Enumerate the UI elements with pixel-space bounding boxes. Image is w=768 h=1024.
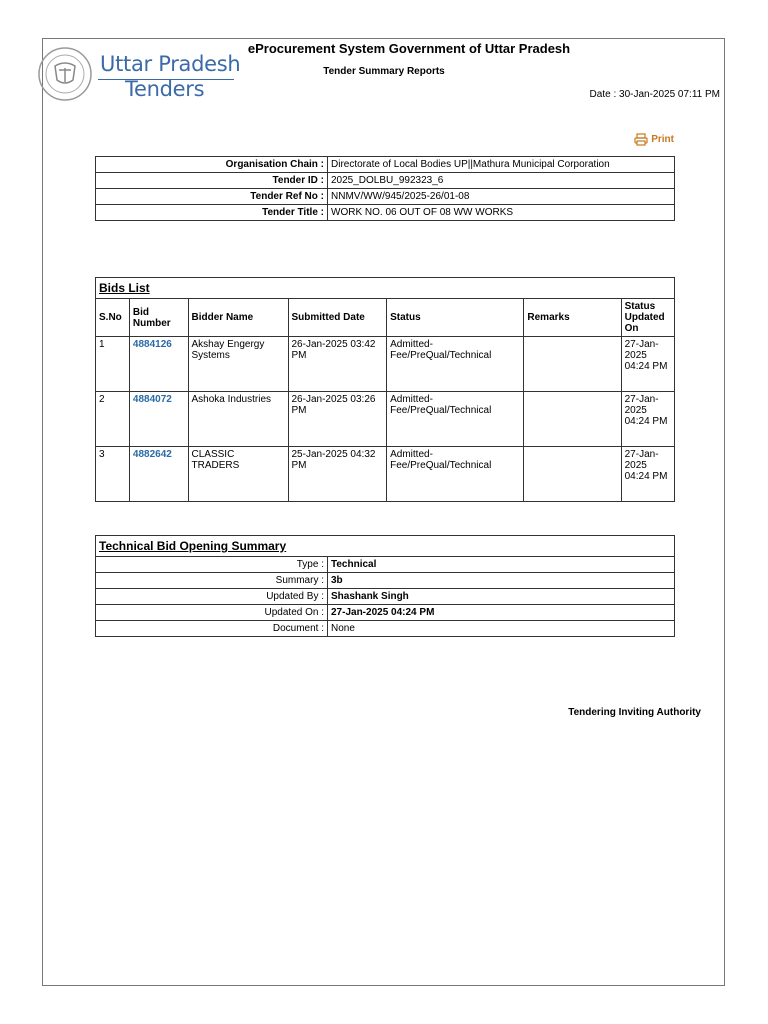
page-title: eProcurement System Government of Uttar Pradesh — [247, 41, 571, 56]
technical-summary-title: Technical Bid Opening Summary — [96, 536, 675, 557]
bid-cell-bidder: CLASSIC TRADERS — [188, 447, 288, 502]
bid-cell-bid — [129, 447, 188, 502]
bid-cell-bidder: Ashoka Industries — [188, 392, 288, 447]
bid-cell-status: Admitted-Fee/PreQual/Technical — [387, 447, 524, 502]
info-value: 2025_DOLBU_992323_6 — [328, 173, 675, 189]
bid-cell-bidder: Akshay Engergy Systems — [188, 337, 288, 392]
print-label: Print — [651, 134, 674, 145]
info-value: Directorate of Local Bodies UP||Mathura Municipal Corporation — [328, 157, 675, 173]
column-header: Bid Number — [129, 299, 188, 337]
info-label: Tender Title : — [96, 205, 328, 221]
technical-label: Updated On : — [96, 605, 328, 621]
bid-cell-sno: 3 — [96, 447, 130, 502]
technical-label: Summary : — [96, 573, 328, 589]
logo-title: Uttar Pradesh — [100, 52, 241, 76]
column-header: Remarks — [524, 299, 621, 337]
info-row — [96, 189, 675, 205]
bid-number-link[interactable]: 4882642 — [132, 449, 172, 460]
bid-cell-submitted: 26-Jan-2025 03:26 PM — [288, 392, 387, 447]
bid-cell-submitted: 25-Jan-2025 04:32 PM — [288, 447, 387, 502]
bid-cell-remarks — [524, 392, 621, 447]
technical-label: Type : — [96, 557, 328, 573]
technical-summary-table — [95, 535, 675, 637]
bid-cell-sno: 2 — [96, 392, 130, 447]
technical-row — [96, 557, 675, 573]
technical-label: Updated By : — [96, 589, 328, 605]
technical-row — [96, 573, 675, 589]
bid-cell-status: Admitted-Fee/PreQual/Technical — [387, 337, 524, 392]
table-row — [96, 447, 675, 502]
bid-cell-remarks — [524, 447, 621, 502]
column-header: Bidder Name — [188, 299, 288, 337]
column-header: Status Updated On — [621, 299, 674, 337]
bid-cell-updated: 27-Jan-2025 04:24 PM — [621, 392, 674, 447]
bid-cell-updated: 27-Jan-2025 04:24 PM — [621, 447, 674, 502]
table-row — [96, 337, 675, 392]
bid-cell-sno: 1 — [96, 337, 130, 392]
report-date: Date : 30-Jan-2025 07:11 PM — [589, 89, 720, 100]
bids-list-title: Bids List — [96, 278, 675, 299]
column-header: S.No — [96, 299, 130, 337]
info-row — [96, 173, 675, 189]
technical-row — [96, 605, 675, 621]
tendering-authority: Tendering Inviting Authority — [568, 707, 701, 718]
table-row — [96, 392, 675, 447]
technical-value: 3b — [328, 573, 675, 589]
technical-label: Document : — [96, 621, 328, 637]
bid-cell-updated: 27-Jan-2025 04:24 PM — [621, 337, 674, 392]
info-label: Tender Ref No : — [96, 189, 328, 205]
column-header: Submitted Date — [288, 299, 387, 337]
technical-row — [96, 589, 675, 605]
technical-value: 27-Jan-2025 04:24 PM — [328, 605, 675, 621]
info-row — [96, 205, 675, 221]
bid-cell-bid — [129, 392, 188, 447]
bid-cell-submitted: 26-Jan-2025 03:42 PM — [288, 337, 387, 392]
tender-info-table — [95, 156, 675, 221]
bid-cell-status: Admitted-Fee/PreQual/Technical — [387, 392, 524, 447]
bid-number-link[interactable]: 4884126 — [132, 339, 172, 350]
bids-table — [95, 277, 675, 502]
info-label: Organisation Chain : — [96, 157, 328, 173]
print-button[interactable] — [634, 133, 674, 146]
info-value: NNMV/WW/945/2025-26/01-08 — [328, 189, 675, 205]
bid-cell-remarks — [524, 337, 621, 392]
bid-cell-bid — [129, 337, 188, 392]
bid-number-link[interactable]: 4884072 — [132, 394, 172, 405]
info-row — [96, 157, 675, 173]
technical-value: Shashank Singh — [328, 589, 675, 605]
logo-subtitle: Tenders — [125, 77, 205, 101]
technical-row — [96, 621, 675, 637]
info-label: Tender ID : — [96, 173, 328, 189]
info-value: WORK NO. 06 OUT OF 08 WW WORKS — [328, 205, 675, 221]
report-subtitle: Tender Summary Reports — [323, 66, 445, 77]
printer-icon — [634, 133, 648, 146]
column-header: Status — [387, 299, 524, 337]
technical-value: None — [328, 621, 675, 637]
technical-value: Technical — [328, 557, 675, 573]
